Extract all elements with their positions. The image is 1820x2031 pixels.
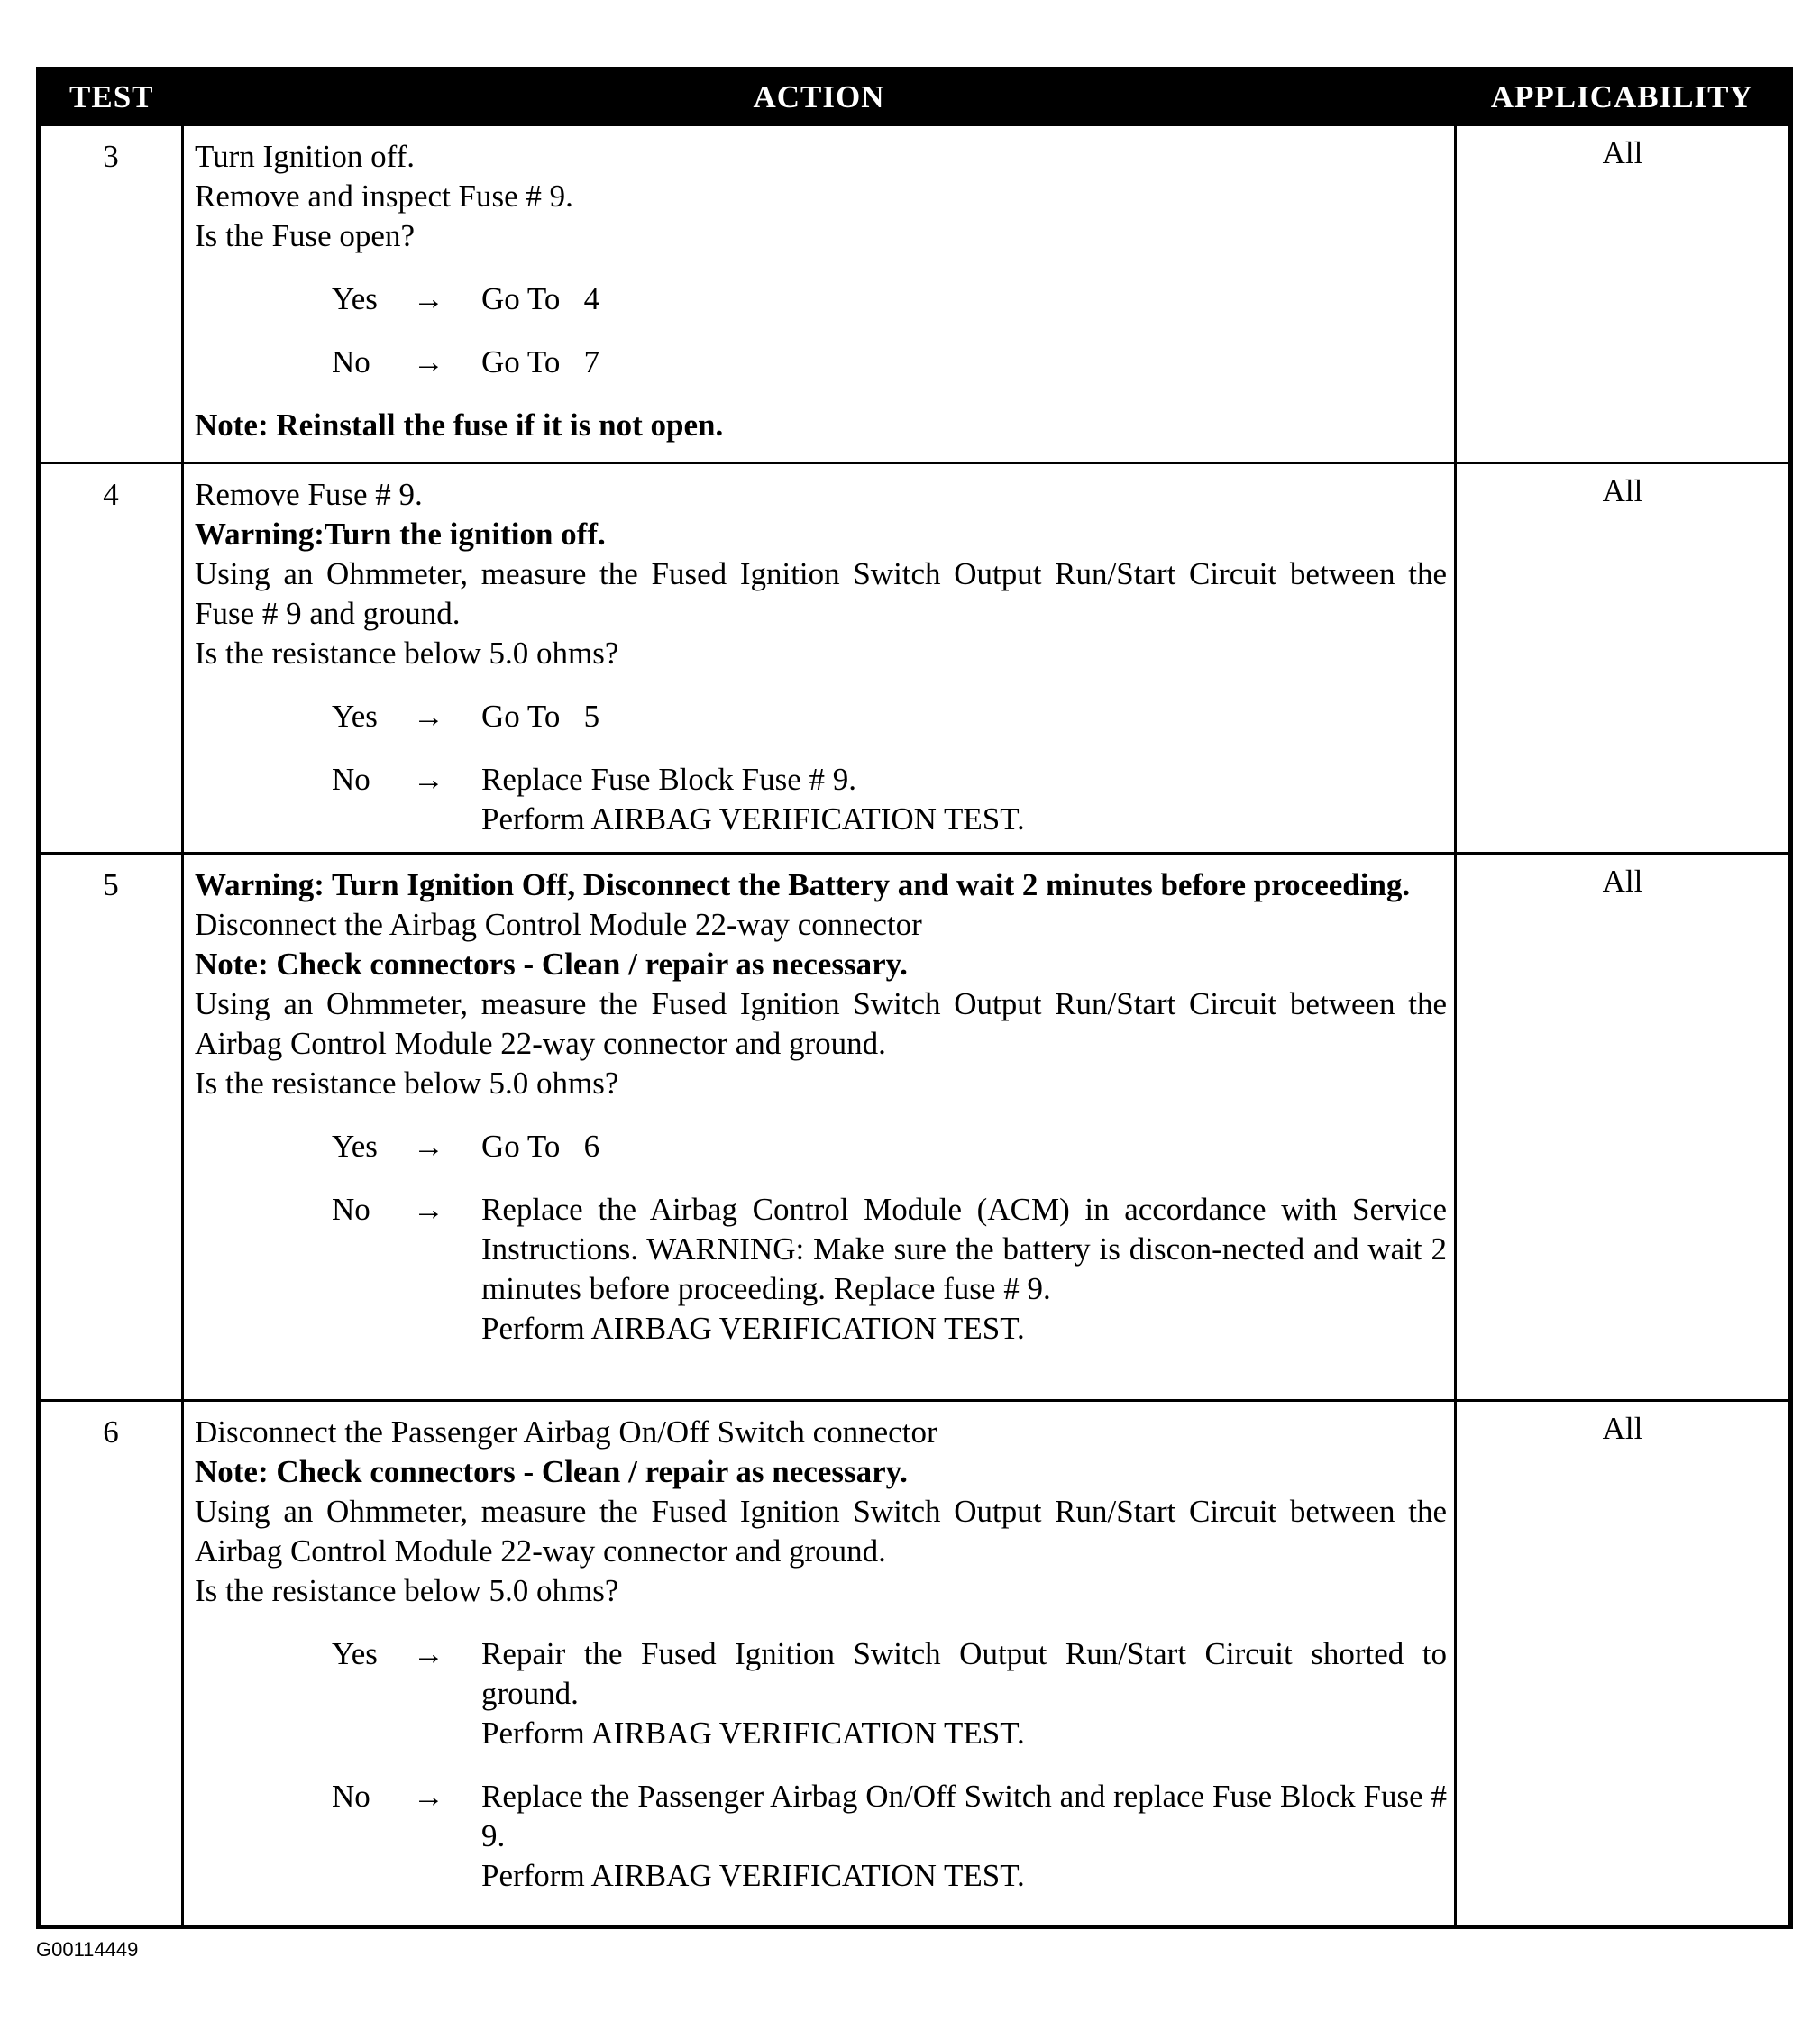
choice-result: Perform AIRBAG VERIFICATION TEST. <box>481 1715 1025 1751</box>
choice-result: Perform AIRBAG VERIFICATION TEST. <box>481 1858 1025 1893</box>
choice-answer: Yes <box>332 281 378 316</box>
action-line: Disconnect the Passenger Airbag On/Off Switch connector <box>195 1414 937 1450</box>
choice-answer: Yes <box>332 1129 378 1164</box>
action-line: Is the resistance below 5.0 ohms? <box>195 636 619 671</box>
warning-text: Warning:Turn the ignition off. <box>195 517 606 552</box>
choice-yes <box>195 1634 1447 1753</box>
document-page <box>36 67 1788 1929</box>
table-row <box>39 125 1791 463</box>
choice-result: Replace Fuse Block Fuse # 9. <box>481 762 857 797</box>
choice-no <box>195 1777 1447 1896</box>
table-header-row <box>39 69 1791 125</box>
choices <box>195 279 1447 382</box>
test-number: 3 <box>39 125 183 463</box>
test-number: 6 <box>39 1401 183 1927</box>
choice-result: Go To 4 <box>481 281 600 316</box>
action-cell <box>183 854 1456 1401</box>
note-text: Note: Check connectors - Clean / repair as necessary. <box>195 1454 908 1489</box>
choice-result: Go To 6 <box>481 1129 600 1164</box>
choice-answer: Yes <box>332 699 378 734</box>
choice-answer: No <box>332 1779 370 1814</box>
action-line: Turn Ignition off. <box>195 139 416 174</box>
choice-no <box>195 1190 1447 1349</box>
applicability-value: All <box>1456 1401 1791 1927</box>
arrow-right-icon: → <box>413 762 444 797</box>
choice-result: Perform AIRBAG VERIFICATION TEST. <box>481 801 1025 837</box>
choice-result: Replace the Passenger Airbag On/Off Switch and replace Fuse Block Fuse # 9. <box>481 1779 1447 1853</box>
choice-answer: No <box>332 1192 370 1227</box>
choice-result: Go To 5 <box>481 699 600 734</box>
action-line: Using an Ohmmeter, measure the Fused Ignition Switch Output Run/Start Circuit between the Airbag Control Module 22-way connector and ground. <box>195 1494 1447 1569</box>
diagnostic-table <box>36 67 1793 1929</box>
action-line: Remove and inspect Fuse # 9. <box>195 178 573 214</box>
choices <box>195 1127 1447 1349</box>
choice-result: Repair the Fused Ignition Switch Output Run/Start Circuit shorted to ground. <box>481 1636 1447 1711</box>
choice-no <box>195 760 1447 839</box>
applicability-value: All <box>1456 463 1791 854</box>
action-cell <box>183 1401 1456 1927</box>
arrow-right-icon: → <box>413 1779 444 1814</box>
arrow-right-icon: → <box>413 1636 444 1671</box>
choice-yes <box>195 697 1447 736</box>
table-row <box>39 854 1791 1401</box>
header-action: ACTION <box>183 69 1456 125</box>
action-line: Is the resistance below 5.0 ohms? <box>195 1573 619 1608</box>
choices <box>195 697 1447 839</box>
action-line: Is the resistance below 5.0 ohms? <box>195 1066 619 1101</box>
choice-result: Go To 7 <box>481 344 600 380</box>
action-line: Using an Ohmmeter, measure the Fused Ignition Switch Output Run/Start Circuit between the Airbag Control Module 22-way connector and ground. <box>195 986 1447 1061</box>
arrow-right-icon: → <box>413 1129 444 1164</box>
choice-result: Replace the Airbag Control Module (ACM) in accordance with Service Instructions. WARNING: Make sure the battery is discon-nected and wait 2 minutes before proceeding. Replace fuse # 9. <box>481 1192 1447 1306</box>
header-applicability: APPLICABILITY <box>1456 69 1791 125</box>
action-line: Is the Fuse open? <box>195 218 415 253</box>
choices <box>195 1634 1447 1896</box>
choice-answer: No <box>332 762 370 797</box>
action-cell <box>183 463 1456 854</box>
arrow-right-icon: → <box>413 699 444 734</box>
applicability-value: All <box>1456 125 1791 463</box>
arrow-right-icon: → <box>413 281 444 316</box>
figure-id: G00114449 <box>36 1938 139 1961</box>
test-number: 5 <box>39 854 183 1401</box>
arrow-right-icon: → <box>413 1192 444 1227</box>
action-line: Using an Ohmmeter, measure the Fused Ignition Switch Output Run/Start Circuit between the Fuse # 9 and ground. <box>195 556 1447 631</box>
applicability-value: All <box>1456 854 1791 1401</box>
test-number: 4 <box>39 463 183 854</box>
choice-result: Perform AIRBAG VERIFICATION TEST. <box>481 1311 1025 1346</box>
note-text: Note: Reinstall the fuse if it is not open. <box>195 407 724 443</box>
choice-yes <box>195 279 1447 319</box>
action-line: Remove Fuse # 9. <box>195 477 423 512</box>
choice-answer: No <box>332 344 370 380</box>
warning-text: Warning: Turn Ignition Off, Disconnect the Battery and wait 2 minutes before proceeding. <box>195 867 1411 902</box>
action-line: Disconnect the Airbag Control Module 22-way connector <box>195 907 922 942</box>
table-row <box>39 1401 1791 1927</box>
choice-yes <box>195 1127 1447 1166</box>
table-row <box>39 463 1791 854</box>
note-text: Note: Check connectors - Clean / repair as necessary. <box>195 947 908 982</box>
action-cell <box>183 125 1456 463</box>
header-test: TEST <box>39 69 183 125</box>
choice-answer: Yes <box>332 1636 378 1671</box>
arrow-right-icon: → <box>413 344 444 380</box>
choice-no <box>195 343 1447 382</box>
